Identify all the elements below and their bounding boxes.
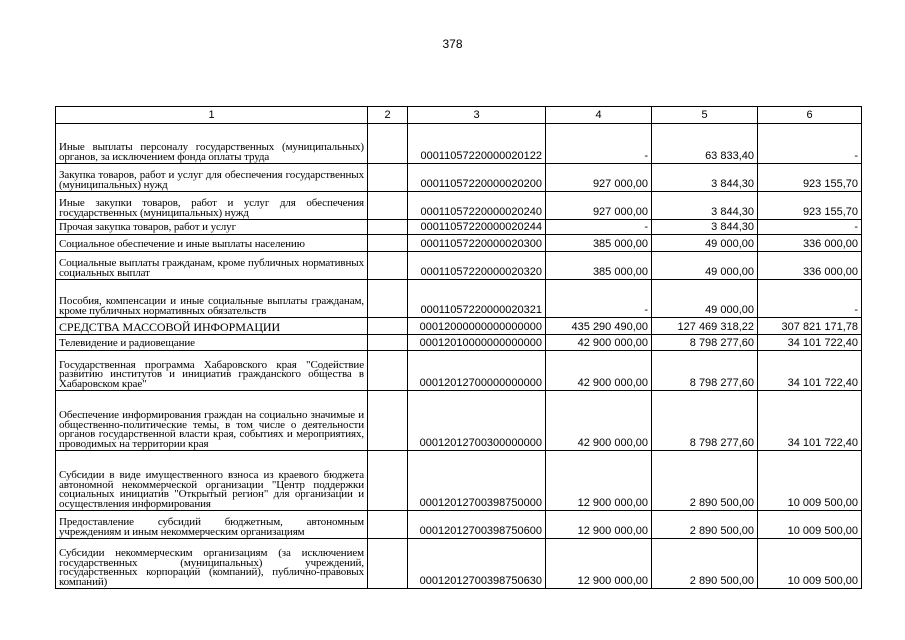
row-col4: 927 000,00 bbox=[546, 164, 652, 192]
row-col5: 8 798 277,60 bbox=[652, 351, 758, 391]
row-empty-cell bbox=[368, 539, 408, 589]
row-col6: 307 821 171,78 bbox=[758, 318, 862, 335]
row-empty-cell bbox=[368, 391, 408, 451]
row-col5: 49 000,00 bbox=[652, 280, 758, 318]
row-code: 00012012700398750600 bbox=[408, 511, 546, 539]
row-code: 00011057220000020321 bbox=[408, 280, 546, 318]
row-empty-cell bbox=[368, 351, 408, 391]
row-name: Государственная программа Хабаровского края "Содействие развитию институтов и инициатив гражданского общества в Хабаровском крае" bbox=[56, 351, 368, 391]
row-col5: 49 000,00 bbox=[652, 252, 758, 280]
row-col6: 10 009 500,00 bbox=[758, 511, 862, 539]
table-header-row bbox=[56, 107, 862, 124]
table-row bbox=[56, 124, 862, 164]
row-col5: 2 890 500,00 bbox=[652, 511, 758, 539]
row-name: Телевидение и радиовещание bbox=[56, 335, 368, 351]
row-col4: - bbox=[546, 124, 652, 164]
column-header: 4 bbox=[546, 107, 652, 124]
row-code: 00011057220000020200 bbox=[408, 164, 546, 192]
row-col6: 923 155,70 bbox=[758, 164, 862, 192]
row-name: Закупка товаров, работ и услуг для обеспечения государственных (муниципальных) нужд bbox=[56, 164, 368, 192]
row-col6: 34 101 722,40 bbox=[758, 335, 862, 351]
table-row bbox=[56, 280, 862, 318]
row-name: Субсидии некоммерческим организациям (за исключением государственных (муниципальных) учреждений, государственных корпораций (компаний), публично-правовых компаний) bbox=[56, 539, 368, 589]
row-col5: 3 844,30 bbox=[652, 192, 758, 220]
row-col6: 10 009 500,00 bbox=[758, 539, 862, 589]
row-col4: 42 900 000,00 bbox=[546, 335, 652, 351]
row-code: 00012012700398750000 bbox=[408, 451, 546, 511]
row-col6: - bbox=[758, 124, 862, 164]
row-col6: 34 101 722,40 bbox=[758, 391, 862, 451]
table-row bbox=[56, 164, 862, 192]
row-code: 00011057220000020320 bbox=[408, 252, 546, 280]
row-name: Предоставление субсидий бюджетным, автономным учреждениям и иным некоммерческим организациям bbox=[56, 511, 368, 539]
row-empty-cell bbox=[368, 451, 408, 511]
row-col6: 10 009 500,00 bbox=[758, 451, 862, 511]
row-name: Прочая закупка товаров, работ и услуг bbox=[56, 220, 368, 235]
row-empty-cell bbox=[368, 280, 408, 318]
row-col5: 2 890 500,00 bbox=[652, 539, 758, 589]
row-col4: 927 000,00 bbox=[546, 192, 652, 220]
row-col4: 12 900 000,00 bbox=[546, 511, 652, 539]
table-row bbox=[56, 391, 862, 451]
row-col6: - bbox=[758, 220, 862, 235]
row-col4: 12 900 000,00 bbox=[546, 539, 652, 589]
row-code: 00012012700300000000 bbox=[408, 391, 546, 451]
row-col5: 3 844,30 bbox=[652, 164, 758, 192]
row-name: Социальные выплаты гражданам, кроме публичных нормативных социальных выплат bbox=[56, 252, 368, 280]
row-code: 00012010000000000000 bbox=[408, 335, 546, 351]
table-row bbox=[56, 511, 862, 539]
table-row bbox=[56, 220, 862, 235]
row-col5: 3 844,30 bbox=[652, 220, 758, 235]
row-col4: 42 900 000,00 bbox=[546, 351, 652, 391]
page-number: 378 bbox=[442, 37, 463, 51]
table-row bbox=[56, 318, 862, 335]
row-code: 00012000000000000000 bbox=[408, 318, 546, 335]
row-name: Пособия, компенсации и иные социальные выплаты гражданам, кроме публичных нормативных обязательств bbox=[56, 280, 368, 318]
row-col4: 42 900 000,00 bbox=[546, 391, 652, 451]
table-row bbox=[56, 451, 862, 511]
row-col6: 336 000,00 bbox=[758, 235, 862, 252]
row-name: Обеспечение информирования граждан на социально значимые и общественно-политические темы, в том числе о деятельности органов государственной власти края, событиях и мероприятиях, проводимых на территории края bbox=[56, 391, 368, 451]
row-col4: 12 900 000,00 bbox=[546, 451, 652, 511]
row-code: 00011057220000020300 bbox=[408, 235, 546, 252]
column-header: 5 bbox=[652, 107, 758, 124]
row-code: 00012012700398750630 bbox=[408, 539, 546, 589]
row-empty-cell bbox=[368, 511, 408, 539]
row-col5: 63 833,40 bbox=[652, 124, 758, 164]
row-col5: 127 469 318,22 bbox=[652, 318, 758, 335]
column-header: 3 bbox=[408, 107, 546, 124]
column-header: 6 bbox=[758, 107, 862, 124]
row-code: 00012012700000000000 bbox=[408, 351, 546, 391]
row-name: СРЕДСТВА МАССОВОЙ ИНФОРМАЦИИ bbox=[56, 318, 368, 335]
row-name: Социальное обеспечение и иные выплаты населению bbox=[56, 235, 368, 252]
row-col4: - bbox=[546, 220, 652, 235]
row-col5: 49 000,00 bbox=[652, 235, 758, 252]
row-empty-cell bbox=[368, 124, 408, 164]
table-row bbox=[56, 539, 862, 589]
row-col4: 385 000,00 bbox=[546, 235, 652, 252]
row-col5: 8 798 277,60 bbox=[652, 335, 758, 351]
row-code: 00011057220000020244 bbox=[408, 220, 546, 235]
row-code: 00011057220000020122 bbox=[408, 124, 546, 164]
row-col4: - bbox=[546, 280, 652, 318]
row-empty-cell bbox=[368, 252, 408, 280]
row-empty-cell bbox=[368, 335, 408, 351]
budget-table bbox=[55, 106, 862, 589]
row-col5: 2 890 500,00 bbox=[652, 451, 758, 511]
row-empty-cell bbox=[368, 220, 408, 235]
row-empty-cell bbox=[368, 235, 408, 252]
row-col6: 923 155,70 bbox=[758, 192, 862, 220]
row-empty-cell bbox=[368, 318, 408, 335]
table-row bbox=[56, 235, 862, 252]
row-name: Иные выплаты персоналу государственных (муниципальных) органов, за исключением фонда оплаты труда bbox=[56, 124, 368, 164]
row-name: Иные закупки товаров, работ и услуг для обеспечения государственных (муниципальных) нужд bbox=[56, 192, 368, 220]
row-col4: 385 000,00 bbox=[546, 252, 652, 280]
row-code: 00011057220000020240 bbox=[408, 192, 546, 220]
table-row bbox=[56, 192, 862, 220]
table-row bbox=[56, 351, 862, 391]
table-row bbox=[56, 252, 862, 280]
row-empty-cell bbox=[368, 164, 408, 192]
row-col6: 336 000,00 bbox=[758, 252, 862, 280]
row-col6: - bbox=[758, 280, 862, 318]
row-col4: 435 290 490,00 bbox=[546, 318, 652, 335]
row-name: Субсидии в виде имущественного взноса из краевого бюджета автономной некоммерческой организации "Центр поддержки социальных инициатив "Открытый регион" для организации и осуществления информирования bbox=[56, 451, 368, 511]
column-header: 2 bbox=[368, 107, 408, 124]
column-header: 1 bbox=[56, 107, 368, 124]
row-col6: 34 101 722,40 bbox=[758, 351, 862, 391]
table-row bbox=[56, 335, 862, 351]
row-empty-cell bbox=[368, 192, 408, 220]
row-col5: 8 798 277,60 bbox=[652, 391, 758, 451]
